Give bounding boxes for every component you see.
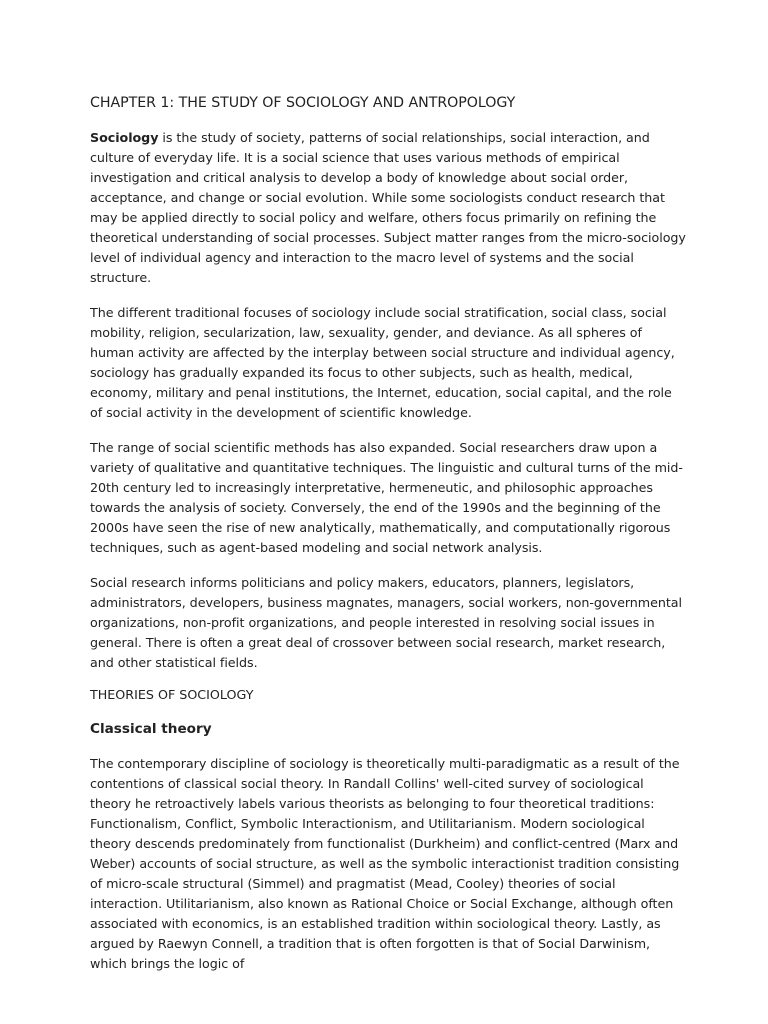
intro-lead-term: Sociology <box>90 130 159 145</box>
paragraph-classical-theory: The contemporary discipline of sociology is theoretically multi-paradigmatic as a result of the contentions of classical social theory. In Randall Collins' well-cited survey of sociological theory he retroactively labels various theorists as belonging to four theoretical traditions: Functionalism, Conflict, Symbolic Interactionism, and Utilitarianism. Modern sociological theory descends predominately from functionalist (Durkheim) and conflict-centred (Marx and Weber) accounts of social structure, as well as the symbolic interactionist tradition consisting of micro-scale structural (Simmel) and pragmatist (Mead, Cooley) theories of social interaction. Utilitarianism, also known as Rational Choice or Social Exchange, although often associated with economics, is an established tradition within sociological theory. Lastly, as argued by Raewyn Connell, a tradition that is often forgotten is that of Social Darwinism, which brings the logic of <box>90 756 680 971</box>
chapter-title: CHAPTER 1: THE STUDY OF SOCIOLOGY AND ANTROPOLOGY <box>90 95 516 111</box>
paragraph-traditional-focuses: The different traditional focuses of sociology include social stratification, social class, social mobility, religion, secularization, law, sexuality, gender, and deviance. As all spheres of human activity are affected by the interplay between social structure and individual agency, sociology has gradually expanded its focus to other subjects, such as health, medical, economy, military and penal institutions, the Internet, education, social capital, and the role of social activity in the development of scientific knowledge. <box>90 305 675 420</box>
intro-text: is the study of society, patterns of social relationships, social interaction, and culture of everyday life. It is a social science that uses various methods of empirical investigation and critical analysis to develop a body of knowledge about social order, acceptance, and change or social evolution. While some sociologists conduct research that may be applied directly to social policy and welfare, others focus primarily on refining the theoretical understanding of social processes. Subject matter ranges from the micro-sociology level of individual agency and interaction to the macro level of systems and the social structure. <box>90 130 686 285</box>
intro-paragraph <box>90 128 686 288</box>
paragraph-social-research: Social research informs politicians and policy makers, educators, planners, legislators, administrators, developers, business magnates, managers, social workers, non-governmental organizations, non-profit organizations, and people interested in resolving social issues in general. There is often a great deal of crossover between social research, market research, and other statistical fields. <box>90 575 682 670</box>
document-body <box>90 93 686 989</box>
section-title: THEORIES OF SOCIOLOGY <box>90 687 254 702</box>
paragraph-methods: The range of social scientific methods has also expanded. Social researchers draw upon a variety of qualitative and quantitative techniques. The linguistic and cultural turns of the mid-20th century led to increasingly interpretative, hermeneutic, and philosophic approaches towards the analysis of society. Conversely, the end of the 1990s and the beginning of the 2000s have seen the rise of new analytically, mathematically, and computationally rigorous techniques, such as agent-based modeling and social network analysis. <box>90 440 683 555</box>
subsection-title: Classical theory <box>90 721 212 737</box>
